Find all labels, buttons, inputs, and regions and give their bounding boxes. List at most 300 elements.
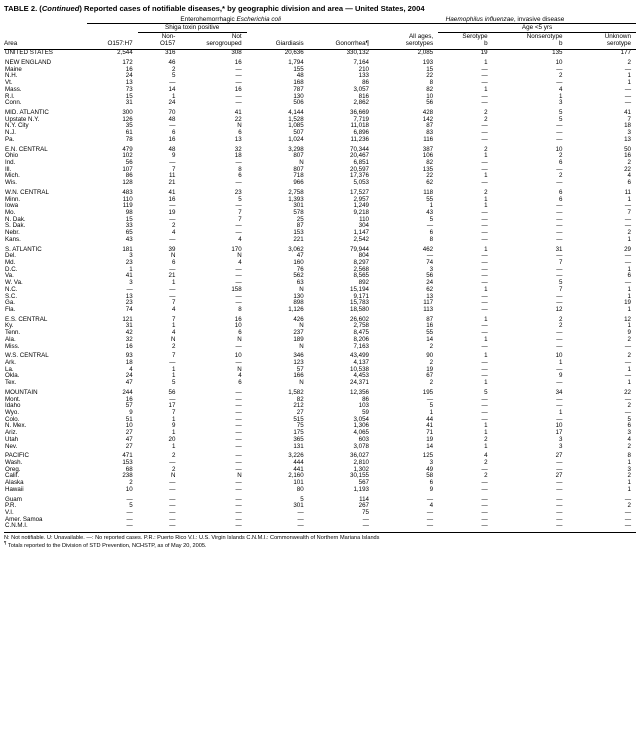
row-value-4: 130 xyxy=(293,92,304,100)
row-value-1: 32 xyxy=(125,335,133,343)
row-value-8: 1 xyxy=(559,359,563,367)
row-value-9: 1 xyxy=(627,292,631,300)
row-value-3: — xyxy=(235,402,242,410)
table-row xyxy=(4,153,636,160)
row-value-5: 26,602 xyxy=(350,315,369,323)
row-value-8: — xyxy=(556,515,563,523)
row-value-1: 153 xyxy=(122,459,133,467)
row-value-3: 23 xyxy=(234,189,242,196)
row-value-7: — xyxy=(481,515,488,523)
row-value-6: 8 xyxy=(429,235,434,243)
row-value-4: 578 xyxy=(293,209,304,217)
row-area-label: N.J. xyxy=(5,129,17,137)
table-row xyxy=(4,203,636,210)
row-value-5: 7,163 xyxy=(353,342,369,350)
row-value-2: — xyxy=(169,159,176,167)
table-row xyxy=(4,403,636,410)
row-value-9: 18 xyxy=(624,122,631,130)
row-value-6: 2 xyxy=(429,359,434,367)
row-value-3: 16 xyxy=(234,315,242,323)
row-value-8: 17 xyxy=(555,429,563,437)
row-value-8: — xyxy=(556,265,563,273)
row-value-1: 47 xyxy=(125,379,133,387)
row-value-6: 5 xyxy=(429,402,434,410)
row-value-4: 212 xyxy=(293,402,304,410)
row-value-4: 3,226 xyxy=(288,452,304,460)
row-value-5: 1,302 xyxy=(353,465,369,473)
row-value-6: 118 xyxy=(423,189,434,196)
row-value-2: — xyxy=(169,235,176,243)
row-value-9: 6 xyxy=(627,272,631,280)
row-area-label: V.I. xyxy=(5,509,14,517)
table-footnotes xyxy=(4,532,636,550)
row-value-6: — xyxy=(426,252,434,260)
table-row xyxy=(4,267,636,274)
row-value-3: — xyxy=(235,479,242,487)
row-value-1: 10 xyxy=(125,485,133,493)
row-value-7: — xyxy=(481,415,488,423)
row-area-label: Ariz. xyxy=(5,429,18,437)
row-value-9: 1 xyxy=(627,195,631,203)
header-col-non-o157: Non- O157 xyxy=(160,32,176,47)
row-value-6: 428 xyxy=(422,109,434,117)
row-value-6: 387 xyxy=(422,145,434,153)
row-value-4: 1,582 xyxy=(288,389,304,396)
row-value-6: 56 xyxy=(426,272,434,280)
row-area-label: Ill. xyxy=(5,165,12,173)
row-value-3: 5 xyxy=(238,195,242,203)
row-value-5: 79,944 xyxy=(350,245,369,253)
row-value-6: — xyxy=(426,495,434,503)
row-value-3: 6 xyxy=(238,329,242,337)
row-area-label: Mo. xyxy=(5,209,16,217)
table-row xyxy=(4,223,636,230)
table-row xyxy=(4,217,636,224)
row-value-6: 3 xyxy=(429,265,434,273)
row-value-5: — xyxy=(362,522,369,530)
row-value-7: — xyxy=(481,135,488,143)
row-value-6: 1 xyxy=(429,409,434,417)
row-value-6: 74 xyxy=(426,259,434,267)
row-value-9: 2 xyxy=(627,229,631,237)
row-area-label: N.Y. City xyxy=(5,122,29,130)
header-group-haemophilus: Haemophilus influenzae, invasive disease xyxy=(374,16,636,24)
row-value-1: 13 xyxy=(125,292,133,300)
row-value-2: 6 xyxy=(171,259,176,267)
row-value-1: 23 xyxy=(125,299,133,307)
row-value-7: 2 xyxy=(484,115,488,123)
table-row xyxy=(4,180,636,187)
row-value-8: — xyxy=(556,135,563,143)
row-value-7: — xyxy=(481,402,488,410)
row-value-2: 2 xyxy=(171,222,176,230)
row-value-7: 1 xyxy=(484,315,488,323)
row-value-1: 31 xyxy=(125,322,133,330)
table-row xyxy=(4,210,636,217)
row-value-4: 123 xyxy=(293,359,304,367)
row-area-label: Amer. Samoa xyxy=(5,515,43,523)
row-value-6: 44 xyxy=(426,415,434,423)
row-value-1: 56 xyxy=(125,159,133,167)
row-value-5: 6,851 xyxy=(353,159,369,167)
table-row xyxy=(4,110,636,117)
row-value-5: 59 xyxy=(362,409,369,417)
row-value-9: 1 xyxy=(627,322,631,330)
row-value-8: — xyxy=(556,79,563,87)
table-row xyxy=(4,397,636,404)
row-value-4: 718 xyxy=(293,172,304,180)
row-value-4: 3,298 xyxy=(288,145,304,153)
row-value-2: 1 xyxy=(171,322,176,330)
table-row xyxy=(4,410,636,417)
row-value-4: 301 xyxy=(293,202,304,210)
row-value-9: 6 xyxy=(627,179,631,187)
row-value-2: 316 xyxy=(165,49,176,57)
row-value-6: 55 xyxy=(426,195,434,203)
row-value-7: — xyxy=(481,495,488,503)
row-value-4: 1,794 xyxy=(288,59,304,67)
row-value-5: 17,376 xyxy=(350,172,369,180)
row-value-1: — xyxy=(126,495,133,503)
footnote-source: ¶ Totals reported to the Division of STD Prevention, NCHSTP, as of May 20, 2005. xyxy=(4,539,207,549)
row-value-3: — xyxy=(235,229,242,237)
row-value-6: 1 xyxy=(429,202,434,210)
row-value-8: — xyxy=(556,235,563,243)
row-value-4: 444 xyxy=(293,459,304,467)
row-area-label: Wis. xyxy=(5,179,18,187)
row-value-1: 126 xyxy=(122,115,133,123)
row-value-6: 19 xyxy=(426,435,434,443)
row-value-3: — xyxy=(235,465,242,473)
row-value-7: — xyxy=(481,92,488,100)
row-value-5: 816 xyxy=(358,92,369,100)
row-value-3: 4 xyxy=(238,372,242,380)
row-value-7: — xyxy=(481,222,488,230)
row-value-6: — xyxy=(426,515,434,523)
row-value-2: — xyxy=(169,479,176,487)
row-value-3: — xyxy=(235,515,242,523)
row-value-3: — xyxy=(235,92,242,100)
row-value-9: 177 xyxy=(620,49,631,57)
row-value-8: — xyxy=(556,229,563,237)
row-value-2: — xyxy=(169,485,176,493)
row-value-2: 21 xyxy=(168,179,176,187)
row-value-5: 7,164 xyxy=(353,59,369,67)
row-value-7: — xyxy=(481,159,488,167)
row-value-2: 6 xyxy=(171,129,176,137)
header-col-area: Area xyxy=(4,39,18,47)
notifiable-diseases-table xyxy=(4,16,636,530)
row-value-9: 16 xyxy=(624,152,631,160)
table-row xyxy=(4,517,636,524)
row-value-2: 1 xyxy=(171,442,176,450)
row-value-3: 18 xyxy=(234,152,242,160)
row-value-2: 20 xyxy=(168,435,176,443)
row-value-1: 43 xyxy=(125,235,133,243)
row-value-1: 479 xyxy=(122,145,133,153)
row-value-7: — xyxy=(481,72,488,80)
row-value-8: — xyxy=(556,509,563,517)
row-value-5: 892 xyxy=(358,279,369,287)
row-area-label: UNITED STATES xyxy=(5,49,53,57)
row-value-5: 36,669 xyxy=(350,109,369,117)
row-value-4: 426 xyxy=(293,315,304,323)
row-value-5: 43,499 xyxy=(350,352,369,360)
row-value-6: 4 xyxy=(429,502,434,510)
row-value-6: 113 xyxy=(423,305,434,313)
row-area-label: N. Dak. xyxy=(5,215,26,223)
row-value-2: 9 xyxy=(171,422,176,430)
row-value-9: — xyxy=(624,395,631,403)
header-group-ecoli: Enterohemorrhagic Escherichia coli xyxy=(87,16,374,24)
row-value-2: — xyxy=(169,265,176,273)
row-value-2: 4 xyxy=(171,329,176,337)
row-value-8: 3 xyxy=(559,442,563,450)
row-area-label: S. Dak. xyxy=(5,222,26,230)
row-value-3: — xyxy=(235,422,242,430)
row-area-label: Ala. xyxy=(5,335,16,343)
row-value-5: 804 xyxy=(358,252,369,260)
row-value-8: 7 xyxy=(559,285,563,293)
row-value-3: N xyxy=(237,365,242,373)
row-value-9: 1 xyxy=(627,459,631,467)
row-value-1: 121 xyxy=(122,315,133,323)
row-value-5: 5,053 xyxy=(353,179,369,187)
row-value-3: 6 xyxy=(238,172,242,180)
row-value-6: — xyxy=(426,522,434,530)
row-value-6: 116 xyxy=(423,135,434,143)
row-area-label: Mich. xyxy=(5,172,20,180)
row-value-3: — xyxy=(235,72,242,80)
row-value-6: 9 xyxy=(429,485,434,493)
row-value-3: 308 xyxy=(231,49,242,57)
row-value-9: — xyxy=(624,99,631,107)
row-area-label: Upstate N.Y. xyxy=(5,115,40,123)
row-value-4: N xyxy=(299,322,304,330)
row-value-7: — xyxy=(481,299,488,307)
row-value-3: — xyxy=(235,435,242,443)
row-value-2: 16 xyxy=(168,135,176,143)
row-value-9: 8 xyxy=(627,452,631,460)
row-value-4: 1,528 xyxy=(288,115,304,123)
row-value-4: 3,062 xyxy=(288,245,304,253)
row-area-label: Guam xyxy=(5,495,22,503)
row-value-7: 1 xyxy=(484,195,488,203)
row-value-7: — xyxy=(481,122,488,130)
row-value-4: 301 xyxy=(293,502,304,510)
row-area-label: S.C. xyxy=(5,292,18,300)
row-value-9: 1 xyxy=(627,379,631,387)
row-value-8: — xyxy=(556,209,563,217)
row-area-label: Tenn. xyxy=(5,329,21,337)
row-value-1: 15 xyxy=(125,92,133,100)
row-value-3: 7 xyxy=(238,215,242,223)
row-value-7: — xyxy=(481,179,488,187)
row-value-2: 1 xyxy=(171,92,176,100)
row-value-5: 20,597 xyxy=(350,165,369,173)
row-value-6: 82 xyxy=(426,159,434,167)
row-value-9: 1 xyxy=(627,285,631,293)
row-value-9: — xyxy=(624,495,631,503)
row-value-3: — xyxy=(235,99,242,107)
table-row xyxy=(4,300,636,307)
row-value-7: — xyxy=(481,322,488,330)
row-value-3: — xyxy=(235,292,242,300)
row-area-label: Ga. xyxy=(5,299,15,307)
row-value-7: — xyxy=(481,395,488,403)
row-value-8: 5 xyxy=(559,115,563,123)
row-value-2: 1 xyxy=(171,429,176,437)
row-value-8: 27 xyxy=(555,472,563,480)
row-value-8: 1 xyxy=(559,92,563,100)
row-value-1: 10 xyxy=(125,422,133,430)
row-value-7: — xyxy=(481,409,488,417)
row-value-7: 1 xyxy=(484,429,488,437)
row-value-7: — xyxy=(481,252,488,260)
row-value-4: 966 xyxy=(293,179,304,187)
row-value-9: 2 xyxy=(627,472,631,480)
table-row xyxy=(4,137,636,144)
row-value-4: 562 xyxy=(293,272,304,280)
row-value-9: 50 xyxy=(624,145,631,153)
row-value-2: N xyxy=(170,252,176,260)
row-area-label: C.N.M.I. xyxy=(5,522,28,530)
row-value-4: 221 xyxy=(293,235,304,243)
row-value-7: — xyxy=(481,165,488,173)
row-value-2: — xyxy=(169,359,176,367)
row-value-3: 32 xyxy=(234,145,242,153)
row-value-5: 2,957 xyxy=(353,195,369,203)
header-col-o157h7: O157:H7 xyxy=(107,39,133,47)
row-value-8: — xyxy=(556,299,563,307)
row-value-7: 1 xyxy=(484,202,488,210)
row-value-7: 2 xyxy=(484,189,488,196)
row-value-3: — xyxy=(235,442,242,450)
row-value-8: 6 xyxy=(559,159,563,167)
row-value-3: 4 xyxy=(238,259,242,267)
row-value-3: — xyxy=(235,459,242,467)
row-value-3: — xyxy=(235,359,242,367)
row-value-5: 15,783 xyxy=(350,299,369,307)
table-row xyxy=(4,460,636,467)
row-value-6: 193 xyxy=(422,59,434,67)
row-value-1: 18 xyxy=(125,359,133,367)
table-row xyxy=(4,190,636,197)
row-value-4: 807 xyxy=(293,152,304,160)
row-value-1: 471 xyxy=(122,452,133,460)
row-value-6: 22 xyxy=(426,172,434,180)
row-value-1: 68 xyxy=(125,465,133,473)
row-value-2: 39 xyxy=(168,245,176,253)
row-value-5: 8,475 xyxy=(353,329,369,337)
row-area-label: Va. xyxy=(5,272,14,280)
row-value-1: 86 xyxy=(125,172,133,180)
row-value-2: 11 xyxy=(168,172,176,180)
row-value-8: — xyxy=(556,292,563,300)
row-area-label: NEW ENGLAND xyxy=(5,59,52,67)
table-row xyxy=(4,437,636,444)
row-value-9: 29 xyxy=(624,245,631,253)
row-area-label: Utah xyxy=(5,435,19,443)
row-value-1: 27 xyxy=(125,442,133,450)
row-value-6: 83 xyxy=(426,129,434,137)
row-area-label: Fla. xyxy=(5,305,16,313)
row-value-8: 27 xyxy=(555,452,563,460)
row-value-2: — xyxy=(169,395,176,403)
row-value-1: 16 xyxy=(125,395,133,403)
row-value-7: — xyxy=(481,509,488,517)
table-row xyxy=(4,230,636,237)
row-value-1: 3 xyxy=(129,252,133,260)
row-value-6: — xyxy=(426,395,434,403)
row-value-2: 2 xyxy=(171,342,176,350)
row-area-label: Pa. xyxy=(5,135,15,143)
row-value-4: 160 xyxy=(293,259,304,267)
row-value-3: — xyxy=(235,279,242,287)
row-value-4: 166 xyxy=(293,372,304,380)
row-value-5: 8,565 xyxy=(353,272,369,280)
row-value-1: 24 xyxy=(125,372,133,380)
row-value-7: 2 xyxy=(484,109,488,117)
row-area-label: Ark. xyxy=(5,359,17,367)
row-value-9: 22 xyxy=(624,165,631,173)
row-value-8: 34 xyxy=(555,389,563,396)
row-value-2: 1 xyxy=(171,415,176,423)
row-value-1: 13 xyxy=(125,79,133,87)
row-value-5: 8,206 xyxy=(353,335,369,343)
row-value-7: 1 xyxy=(484,152,488,160)
row-value-9: 2 xyxy=(627,442,631,450)
row-value-7: 1 xyxy=(484,379,488,387)
row-value-1: 5 xyxy=(129,502,133,510)
row-value-3: 8 xyxy=(238,165,242,173)
row-value-7: — xyxy=(481,65,488,73)
row-area-label: Minn. xyxy=(5,195,21,203)
row-value-2: — xyxy=(169,502,176,510)
row-value-8: — xyxy=(556,329,563,337)
row-area-label: P.R. xyxy=(5,502,17,510)
row-value-2: — xyxy=(169,285,176,293)
row-value-7: — xyxy=(481,99,488,107)
row-value-2: — xyxy=(169,215,176,223)
row-value-7: — xyxy=(481,292,488,300)
row-value-3: 170 xyxy=(231,245,242,253)
row-value-3: — xyxy=(235,159,242,167)
row-value-1: 1 xyxy=(129,265,133,273)
table-row xyxy=(4,160,636,167)
row-value-4: 898 xyxy=(293,299,304,307)
row-value-2: 21 xyxy=(168,272,176,280)
row-value-3: 8 xyxy=(238,305,242,313)
row-value-8: 6 xyxy=(559,195,563,203)
row-value-1: 42 xyxy=(125,329,133,337)
row-value-2: 4 xyxy=(171,229,176,237)
row-value-1: 9 xyxy=(129,409,133,417)
row-value-5: 86 xyxy=(362,79,369,87)
row-value-2: 70 xyxy=(168,109,176,117)
row-value-8: — xyxy=(556,342,563,350)
row-value-7: — xyxy=(481,229,488,237)
row-value-9: — xyxy=(624,409,631,417)
table-row xyxy=(4,287,636,294)
row-value-1: 27 xyxy=(125,429,133,437)
row-value-5: 3,054 xyxy=(353,415,369,423)
row-value-6: 2 xyxy=(429,379,434,387)
row-value-5: 267 xyxy=(358,502,369,510)
row-value-6: 117 xyxy=(423,299,434,307)
row-value-9: 4 xyxy=(627,172,631,180)
row-value-6: 6 xyxy=(429,479,434,487)
